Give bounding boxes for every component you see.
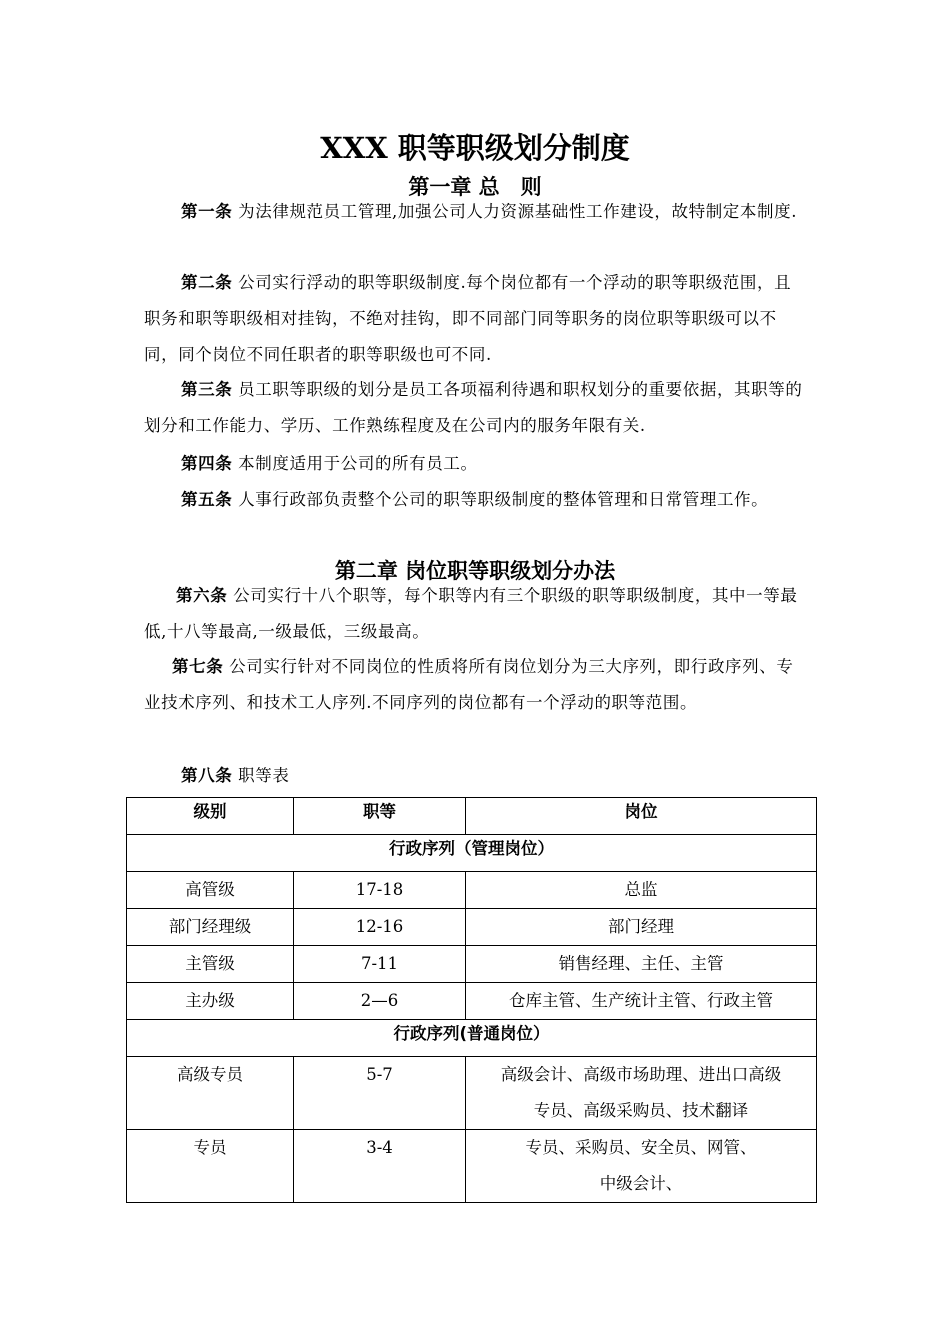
article-label: 第一条 bbox=[181, 202, 233, 221]
article-text: 为法律规范员工管理,加强公司人力资源基础性工作建设，故特制定本制度. bbox=[232, 202, 798, 221]
table-header-row bbox=[127, 798, 817, 835]
cell-grade: 12-16 bbox=[294, 909, 466, 946]
chapter-1-heading: 第一章 总 则 bbox=[408, 175, 542, 199]
cell-level: 高级专员 bbox=[127, 1057, 294, 1130]
cell-post: 仓库主管、生产统计主管、行政主管 bbox=[466, 983, 817, 1020]
cell-post: 销售经理、主任、主管 bbox=[466, 946, 817, 983]
article-label: 第五条 bbox=[181, 490, 233, 509]
article-label: 第六条 bbox=[176, 586, 228, 605]
cell-post-line: 专员、高级采购员、技术翻译 bbox=[533, 1101, 749, 1120]
article-5 bbox=[144, 482, 808, 518]
table-row bbox=[127, 1130, 817, 1203]
table-row bbox=[127, 909, 817, 946]
cell-post bbox=[466, 1057, 817, 1130]
article-3 bbox=[144, 372, 808, 444]
cell-post: 总监 bbox=[466, 872, 817, 909]
article-text: 人事行政部负责整个公司的职等职级制度的整体管理和日常管理工作。 bbox=[232, 490, 769, 509]
cell-post-line: 高级会计、高级市场助理、进出口高级 bbox=[500, 1065, 782, 1084]
cell-grade: 7-11 bbox=[294, 946, 466, 983]
article-6 bbox=[144, 578, 808, 650]
article-text: 职等表 bbox=[232, 766, 290, 785]
table-section-row bbox=[127, 835, 817, 872]
section-management: 行政序列（管理岗位） bbox=[127, 835, 817, 872]
document-title: XXX 职等职级划分制度 bbox=[320, 131, 630, 165]
cell-grade: 3-4 bbox=[294, 1130, 466, 1203]
article-1 bbox=[144, 194, 808, 230]
cell-grade: 2—6 bbox=[294, 983, 466, 1020]
header-level: 级别 bbox=[127, 798, 294, 835]
header-post: 岗位 bbox=[466, 798, 817, 835]
article-text: 公司实行浮动的职等职级制度.每个岗位都有一个浮动的职等职级范围，且职务和职等职级相对挂钩，不绝对挂钩，即不同部门同等职务的岗位职等职级可以不同，同个岗位不同任职者的职等职级也可不同. bbox=[144, 273, 792, 364]
cell-level: 部门经理级 bbox=[127, 909, 294, 946]
article-label: 第八条 bbox=[181, 766, 233, 785]
article-label: 第七条 bbox=[172, 657, 224, 676]
article-text: 员工职等职级的划分是员工各项福利待遇和职权划分的重要依据，其职等的划分和工作能力、学历、工作熟练程度及在公司内的服务年限有关. bbox=[144, 380, 803, 435]
table-section-row bbox=[127, 1020, 817, 1057]
article-text: 公司实行十八个职等，每个职等内有三个职级的职等职级制度，其中一等最低,十八等最高,一级最低，三级最高。 bbox=[144, 586, 798, 641]
cell-post: 部门经理 bbox=[466, 909, 817, 946]
article-4 bbox=[144, 446, 808, 482]
table-row bbox=[127, 983, 817, 1020]
article-label: 第二条 bbox=[181, 273, 233, 292]
table-row bbox=[127, 1057, 817, 1130]
cell-level: 主办级 bbox=[127, 983, 294, 1020]
cell-level: 高管级 bbox=[127, 872, 294, 909]
cell-post-line: 专员、采购员、安全员、网管、 bbox=[525, 1138, 757, 1157]
article-7 bbox=[144, 649, 808, 721]
article-8 bbox=[144, 758, 808, 794]
cell-post bbox=[466, 1130, 817, 1203]
article-2 bbox=[144, 265, 808, 373]
article-text: 本制度适用于公司的所有员工。 bbox=[232, 454, 478, 473]
cell-grade: 17-18 bbox=[294, 872, 466, 909]
table-row bbox=[127, 872, 817, 909]
header-grade: 职等 bbox=[294, 798, 466, 835]
article-text: 公司实行针对不同岗位的性质将所有岗位划分为三大序列，即行政序列、专业技术序列、和技术工人序列.不同序列的岗位都有一个浮动的职等范围。 bbox=[144, 657, 794, 712]
cell-grade: 5-7 bbox=[294, 1057, 466, 1130]
cell-level: 专员 bbox=[127, 1130, 294, 1203]
article-label: 第四条 bbox=[181, 454, 233, 473]
grade-table bbox=[126, 797, 817, 1203]
cell-level: 主管级 bbox=[127, 946, 294, 983]
chapter-2-heading: 第二章 岗位职等职级划分办法 bbox=[334, 559, 616, 583]
section-general: 行政序列(普通岗位） bbox=[127, 1020, 817, 1057]
table-row bbox=[127, 946, 817, 983]
cell-post-line: 中级会计、 bbox=[599, 1174, 683, 1193]
article-label: 第三条 bbox=[181, 380, 233, 399]
